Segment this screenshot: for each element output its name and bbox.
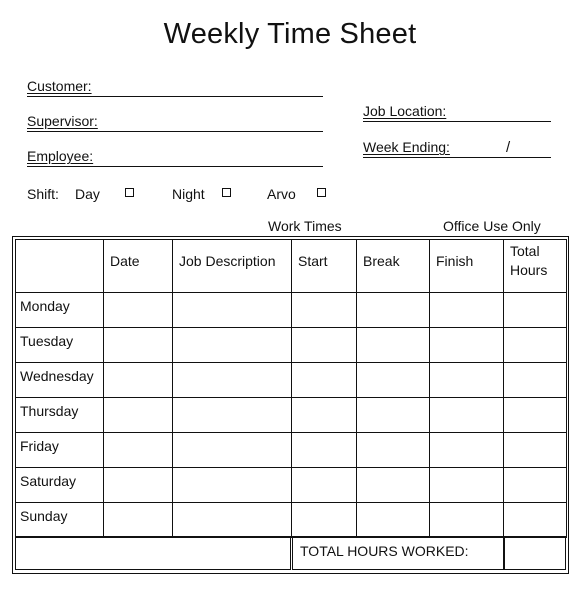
date-cell[interactable] bbox=[104, 468, 173, 503]
date-cell[interactable] bbox=[104, 398, 173, 433]
shift-night-label: Night bbox=[172, 186, 205, 202]
column-header-finish: Finish bbox=[430, 240, 504, 293]
start-cell[interactable] bbox=[292, 293, 357, 328]
column-header-day bbox=[16, 240, 104, 293]
total-hours-cell[interactable] bbox=[504, 433, 567, 468]
row-label-monday: Monday bbox=[16, 293, 104, 328]
finish-cell[interactable] bbox=[430, 468, 504, 503]
date-cell[interactable] bbox=[104, 328, 173, 363]
totals-blank-box bbox=[15, 536, 291, 570]
job-location-label: Job Location: bbox=[363, 103, 447, 119]
break-cell[interactable] bbox=[357, 503, 430, 538]
row-label-friday: Friday bbox=[16, 433, 104, 468]
totals-label-box bbox=[292, 536, 504, 570]
start-cell[interactable] bbox=[292, 433, 357, 468]
date-cell[interactable] bbox=[104, 503, 173, 538]
shift-day-checkbox[interactable] bbox=[125, 188, 134, 197]
shift-label: Shift: bbox=[27, 186, 59, 202]
total-hours-cell[interactable] bbox=[504, 503, 567, 538]
break-cell[interactable] bbox=[357, 433, 430, 468]
table-row bbox=[16, 468, 567, 503]
employee-field[interactable] bbox=[27, 148, 323, 167]
total-hours-cell[interactable] bbox=[504, 363, 567, 398]
office-use-only-label: Office Use Only bbox=[443, 218, 541, 234]
total-hours-worked-label: TOTAL HOURS WORKED: bbox=[300, 543, 469, 559]
column-header-job-description: Job Description bbox=[173, 240, 292, 293]
table-row bbox=[16, 293, 567, 328]
work-times-label: Work Times bbox=[268, 218, 342, 234]
shift-arvo-checkbox[interactable] bbox=[317, 188, 326, 197]
break-cell[interactable] bbox=[357, 328, 430, 363]
column-header-total-hours: Total Hours bbox=[504, 240, 567, 293]
week-ending-field[interactable] bbox=[363, 139, 551, 158]
table-row bbox=[16, 398, 567, 433]
supervisor-field[interactable] bbox=[27, 113, 323, 132]
week-ending-label: Week Ending: bbox=[363, 139, 450, 155]
total-hours-cell[interactable] bbox=[504, 328, 567, 363]
row-label-wednesday: Wednesday bbox=[16, 363, 104, 398]
date-cell[interactable] bbox=[104, 293, 173, 328]
date-cell[interactable] bbox=[104, 363, 173, 398]
break-cell[interactable] bbox=[357, 468, 430, 503]
finish-cell[interactable] bbox=[430, 293, 504, 328]
break-cell[interactable] bbox=[357, 363, 430, 398]
break-cell[interactable] bbox=[357, 398, 430, 433]
table-header-row bbox=[16, 240, 567, 293]
finish-cell[interactable] bbox=[430, 433, 504, 468]
job-description-cell[interactable] bbox=[173, 433, 292, 468]
supervisor-label: Supervisor: bbox=[27, 113, 98, 129]
finish-cell[interactable] bbox=[430, 398, 504, 433]
job-description-cell[interactable] bbox=[173, 293, 292, 328]
totals-row bbox=[12, 536, 569, 574]
table-row bbox=[16, 328, 567, 363]
job-description-cell[interactable] bbox=[173, 468, 292, 503]
total-hours-cell[interactable] bbox=[504, 293, 567, 328]
total-hours-cell[interactable] bbox=[504, 398, 567, 433]
date-cell[interactable] bbox=[104, 433, 173, 468]
column-header-break: Break bbox=[357, 240, 430, 293]
break-cell[interactable] bbox=[357, 293, 430, 328]
customer-field[interactable] bbox=[27, 78, 323, 97]
column-header-start: Start bbox=[292, 240, 357, 293]
job-description-cell[interactable] bbox=[173, 328, 292, 363]
row-label-saturday: Saturday bbox=[16, 468, 104, 503]
finish-cell[interactable] bbox=[430, 328, 504, 363]
total-hours-cell[interactable] bbox=[504, 468, 567, 503]
finish-cell[interactable] bbox=[430, 363, 504, 398]
row-label-thursday: Thursday bbox=[16, 398, 104, 433]
employee-label: Employee: bbox=[27, 148, 94, 164]
table-row bbox=[16, 433, 567, 468]
start-cell[interactable] bbox=[292, 363, 357, 398]
customer-label: Customer: bbox=[27, 78, 92, 94]
table-row bbox=[16, 503, 567, 538]
table-row bbox=[16, 363, 567, 398]
timesheet-table bbox=[15, 239, 567, 538]
job-description-cell[interactable] bbox=[173, 503, 292, 538]
job-location-field[interactable] bbox=[363, 103, 551, 122]
row-label-sunday: Sunday bbox=[16, 503, 104, 538]
row-label-tuesday: Tuesday bbox=[16, 328, 104, 363]
week-ending-separator: / bbox=[506, 139, 511, 156]
finish-cell[interactable] bbox=[430, 503, 504, 538]
start-cell[interactable] bbox=[292, 398, 357, 433]
start-cell[interactable] bbox=[292, 503, 357, 538]
start-cell[interactable] bbox=[292, 468, 357, 503]
shift-day-label: Day bbox=[75, 186, 100, 202]
shift-night-checkbox[interactable] bbox=[222, 188, 231, 197]
column-header-date: Date bbox=[104, 240, 173, 293]
shift-arvo-label: Arvo bbox=[267, 186, 296, 202]
start-cell[interactable] bbox=[292, 328, 357, 363]
page-title: Weekly Time Sheet bbox=[163, 18, 417, 50]
total-hours-worked-value[interactable] bbox=[504, 536, 566, 570]
job-description-cell[interactable] bbox=[173, 398, 292, 433]
job-description-cell[interactable] bbox=[173, 363, 292, 398]
